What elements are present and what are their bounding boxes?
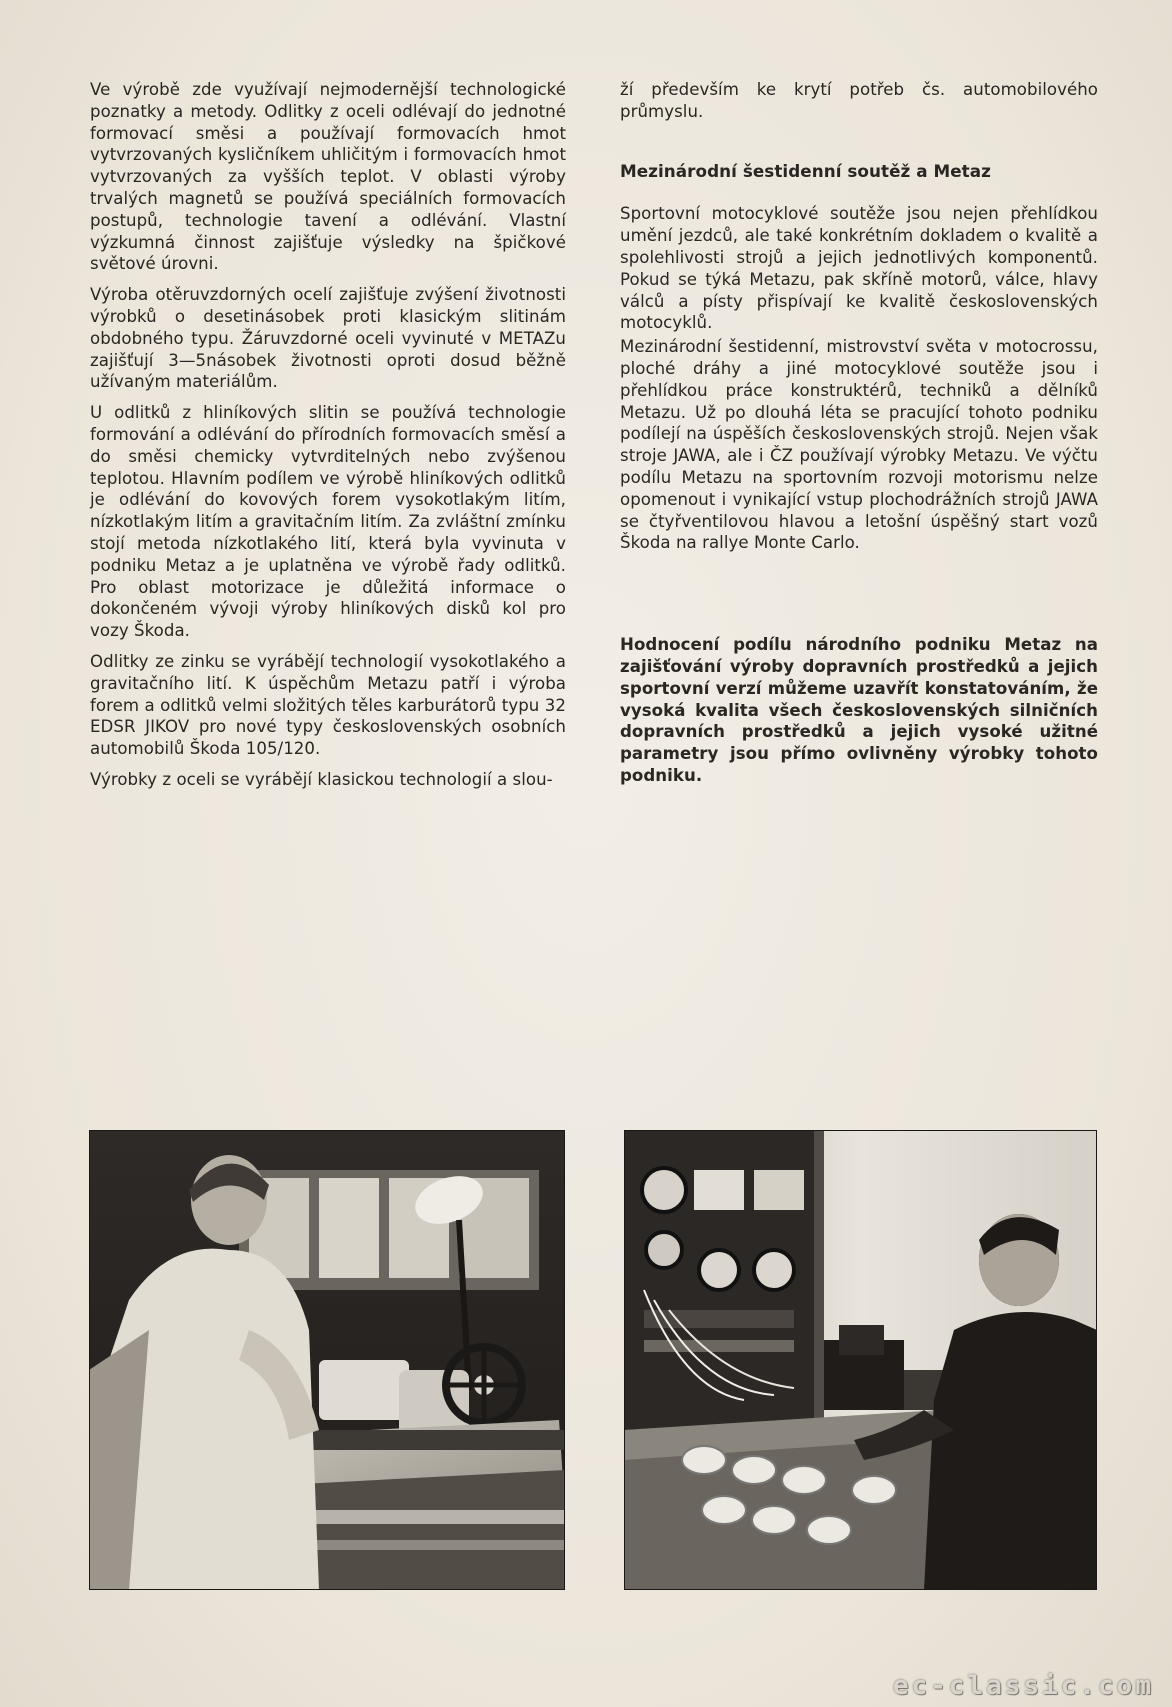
left-column: [90, 79, 566, 800]
conclusion-paragraph: Hodnocení podílu národního podniku Metaz na zajišťování výroby dopravních prostředků a jejich sportovní verzí můžeme uzavřít konstatováním, že vysoká kvalita všech československých silničních dopravních prostředků a jejich vysoké užitné parametry jsou přímo ovlivněny výrobky tohoto podniku.: [620, 635, 1098, 785]
photo-lathe-worker-image: [89, 1130, 565, 1590]
left-paragraph-4: Odlitky ze zinku se vyrábějí technologií vysokotlakého a gravitačního lití. K úspěchům Metazu patří i výroba forem a odlitků velmi složitých těles karburátorů typu 32 EDSR JIKOV pro nové typy československých osobních automobilů Škoda 105/120.: [90, 651, 566, 759]
left-paragraph-5: Výrobky z oceli se vyrábějí klasickou technologií a slou-: [90, 769, 553, 789]
left-paragraph-2: Výroba otěruvzdorných ocelí zajišťuje zvýšení životnosti výrobků o desetinásobek proti klasickým slitinám obdobného typu. Žáruvzdorné oceli vyvinuté v METAZu zajišťují 3—5násobek životnosti oproti dosud běžně užívaným materiálům.: [90, 285, 566, 392]
section-heading: Mezinárodní šestidenní soutěž a Metaz: [620, 160, 991, 181]
right-continuation: ží především ke krytí potřeb čs. automobilového průmyslu.: [620, 80, 1098, 121]
right-column: [620, 79, 1098, 787]
photo-engine-test-bench: [624, 1130, 1097, 1590]
right-paragraph-2: Mezinárodní šestidenní, mistrovství světa v motocrossu, ploché dráhy a jiné motocyklové soutěže jsou i přehlídkou práce konstruktérů, techniků a dělníků Metazu. Už po dlouhá léta se pracující tohoto podniku podílejí na úspěších československých strojů. Nejen však stroje JAWA, ale i ČZ používají výrobky Metazu. Ve výčtu podílu Metazu na sportovním rozvoji motorismu nelze opomenout i vynikající vstup plochodrážních strojů JAWA se čtyřventilovou hlavou a letošní úspěšný start vozů Škoda na rallye Monte Carlo.: [620, 337, 1098, 553]
watermark: ec-classic.com: [892, 1671, 1154, 1701]
photo-engine-test-bench-image: [624, 1130, 1097, 1590]
right-paragraph-1: Sportovní motocyklové soutěže jsou nejen přehlídkou umění jezdců, ale také konkrétním dokladem o kvalitě a spolehlivosti strojů a jejich jednotlivých komponentů. Pokud se týká Metazu, pak skříně motorů, válce, hlavy válců a písty přispívají ke kvalitě československých motocyklů.: [620, 204, 1098, 333]
left-paragraph-1: Ve výrobě zde využívají nejmodernější technologické poznatky a metody. Odlitky z oceli odlévají do jednotné formovací směsi a používají formovacích hmot vytvrzovaných kysličníkem uhličitým i formovacích hmot vytvrzovaných za vyšších teplot. V oblasti výroby trvalých magnetů se používá speciálních formovacích postupů, technologie tavení a odlévání. Vlastní výzkumná činnost zajišťuje výsledky na špičkové světové úrovni.: [90, 80, 566, 274]
left-paragraph-3: U odlitků z hliníkových slitin se používá technologie formování a odlévání do přírodních formovacích směsí a do směsi chemicky vytvrditelných nebo zvýšenou teplotou. Hlavním podílem ve výrobě hliníkových odlitků je odlévání do kovových forem vysokotlakým litím, nízkotlakým litím a gravitačním litím. Za zvláštní zmínku stojí metoda nízkotlakého lití, která byla vyvinuta v podniku Metaz a je uplatněna ve výrobě řady odlitků. Pro oblast motorizace je důležitá informace o dokončeném vývoji výroby hliníkových disků kol pro vozy Škoda.: [90, 403, 566, 641]
photo-lathe-worker: [89, 1130, 565, 1590]
